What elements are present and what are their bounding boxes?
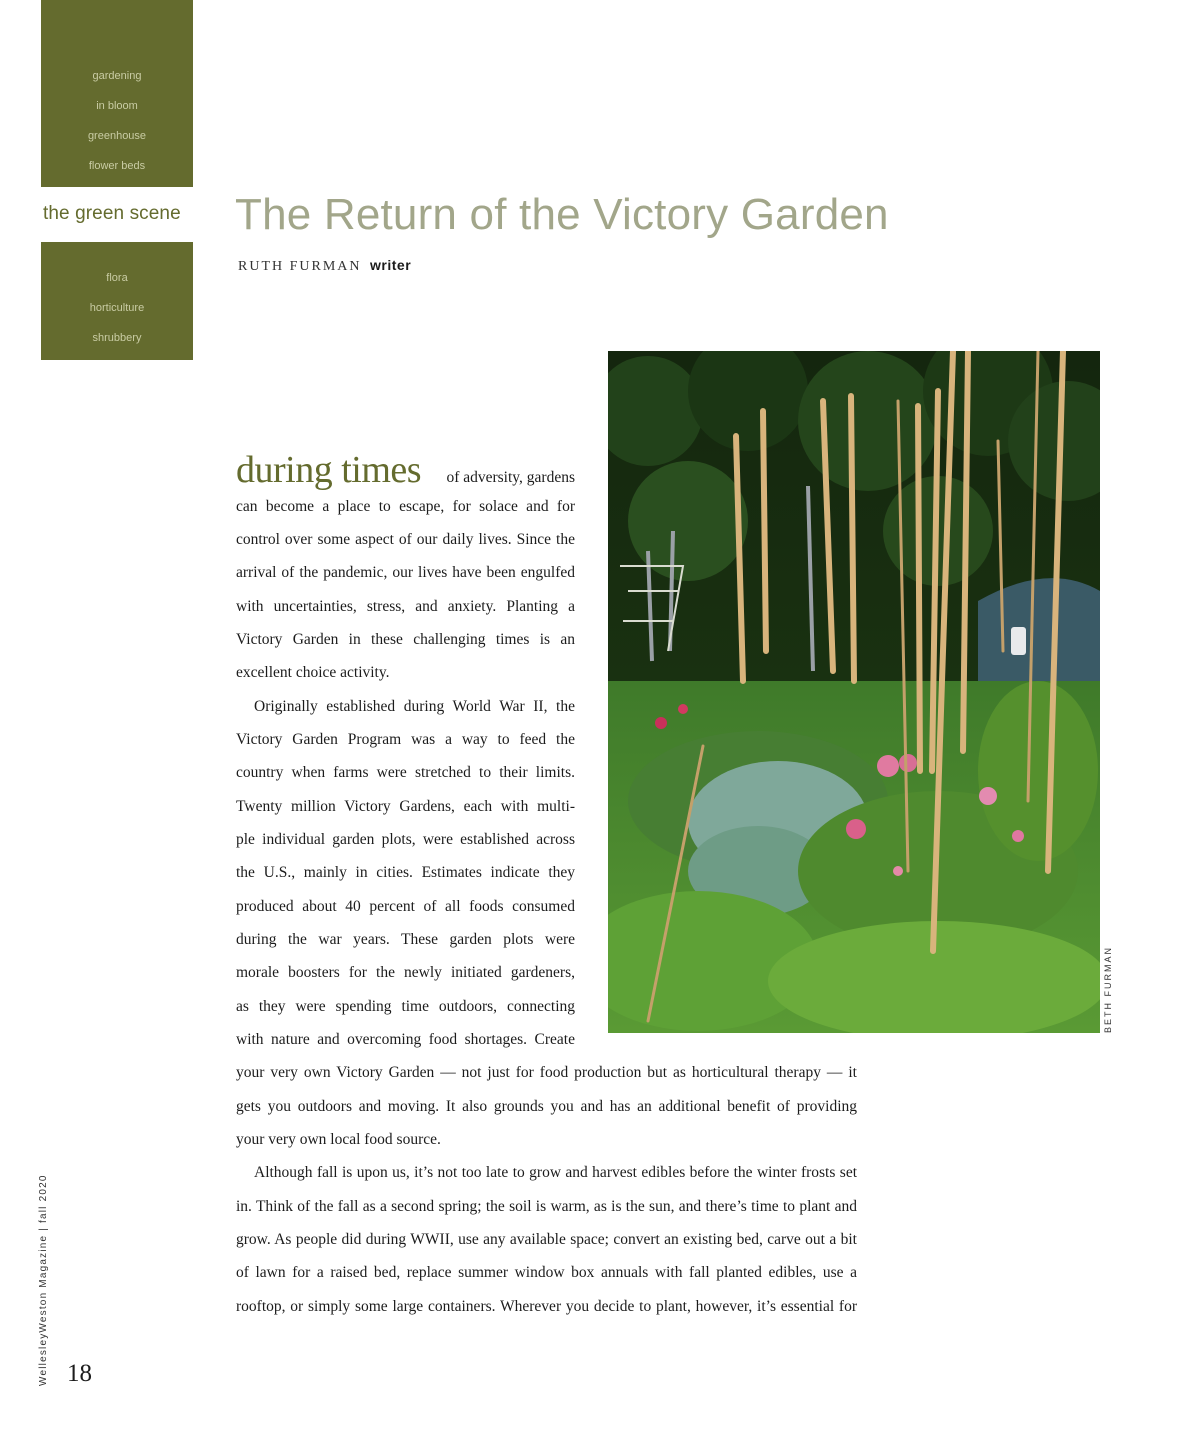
garden-photo-illustration bbox=[608, 351, 1100, 1033]
body-line: Twenty million Victory Gardens, each with multi- bbox=[236, 798, 575, 815]
body-line: rooftop, or simply some large containers. Wherever you decide to plant, however, it’s essential for bbox=[236, 1298, 857, 1315]
nav-item-flower-beds[interactable]: flower beds bbox=[88, 160, 146, 172]
photo-credit: BETH FURMAN bbox=[1103, 946, 1113, 1033]
body-line: your very own local food source. bbox=[236, 1131, 441, 1148]
body-line: Victory Garden Program was a way to feed the bbox=[236, 731, 575, 748]
body-line: arrival of the pandemic, our lives have been engulfed bbox=[236, 564, 575, 581]
body-line: grow. As people did during WWII, use any available space; convert an existing bed, carve out a bit bbox=[236, 1231, 857, 1248]
body-line: as they were spending time outdoors, connecting bbox=[236, 998, 575, 1015]
author-name: RUTH FURMAN bbox=[238, 259, 362, 274]
body-line: your very own Victory Garden — not just for food production but as horticultural therapy — it bbox=[236, 1064, 857, 1081]
body-line: of lawn for a raised bed, replace summer window box annuals with fall planted edibles, use a bbox=[236, 1264, 857, 1281]
article-title: The Return of the Victory Garden bbox=[235, 190, 889, 239]
lead-in-line bbox=[236, 448, 575, 492]
lead-in-continuation: of adversity, gardens bbox=[446, 469, 575, 486]
garden-photo bbox=[608, 351, 1100, 1033]
body-line: Originally established during World War II, the bbox=[254, 698, 575, 715]
nav-item-greenhouse[interactable]: greenhouse bbox=[87, 130, 147, 142]
magazine-folio: WellesleyWeston Magazine | fall 2020 bbox=[38, 1174, 49, 1386]
nav-item-horticulture[interactable]: horticulture bbox=[89, 302, 145, 314]
section-nav-bottom bbox=[41, 242, 193, 360]
page-number: 18 bbox=[67, 1360, 92, 1387]
nav-item-in-bloom[interactable]: in bloom bbox=[96, 100, 138, 112]
body-line: country when farms were stretched to their limits. bbox=[236, 764, 575, 781]
body-line: excellent choice activity. bbox=[236, 664, 390, 681]
body-line: with uncertainties, stress, and anxiety. Planting a bbox=[236, 598, 575, 615]
body-line: Although fall is upon us, it’s not too late to grow and harvest edibles before the winter frosts set bbox=[254, 1164, 857, 1181]
author-role: writer bbox=[370, 257, 412, 273]
section-label: the green scene bbox=[43, 203, 181, 224]
body-line: ple individual garden plots, were established across bbox=[236, 831, 575, 848]
body-line: gets you outdoors and moving. It also grounds you and has an additional benefit of providing bbox=[236, 1098, 857, 1115]
body-line: Victory Garden in these challenging times is an bbox=[236, 631, 575, 648]
nav-item-gardening[interactable]: gardening bbox=[92, 70, 142, 82]
body-line: morale boosters for the newly initiated gardeners, bbox=[236, 964, 575, 981]
section-nav-top bbox=[41, 0, 193, 187]
body-line: can become a place to escape, for solace and for bbox=[236, 498, 575, 515]
body-line: with nature and overcoming food shortages. Create bbox=[236, 1031, 575, 1048]
nav-item-flora[interactable]: flora bbox=[106, 272, 128, 284]
body-line: during the war years. These garden plots were bbox=[236, 931, 575, 948]
body-line: the U.S., mainly in cities. Estimates indicate they bbox=[236, 864, 575, 881]
body-line: control over some aspect of our daily lives. Since the bbox=[236, 531, 575, 548]
nav-item-shrubbery[interactable]: shrubbery bbox=[92, 332, 142, 344]
lead-in: during times bbox=[236, 449, 422, 491]
byline bbox=[238, 257, 411, 275]
body-line: in. Think of the fall as a second spring; the soil is warm, as is the sun, and there’s time to plant and bbox=[236, 1198, 857, 1215]
body-line: produced about 40 percent of all foods consumed bbox=[236, 898, 575, 915]
